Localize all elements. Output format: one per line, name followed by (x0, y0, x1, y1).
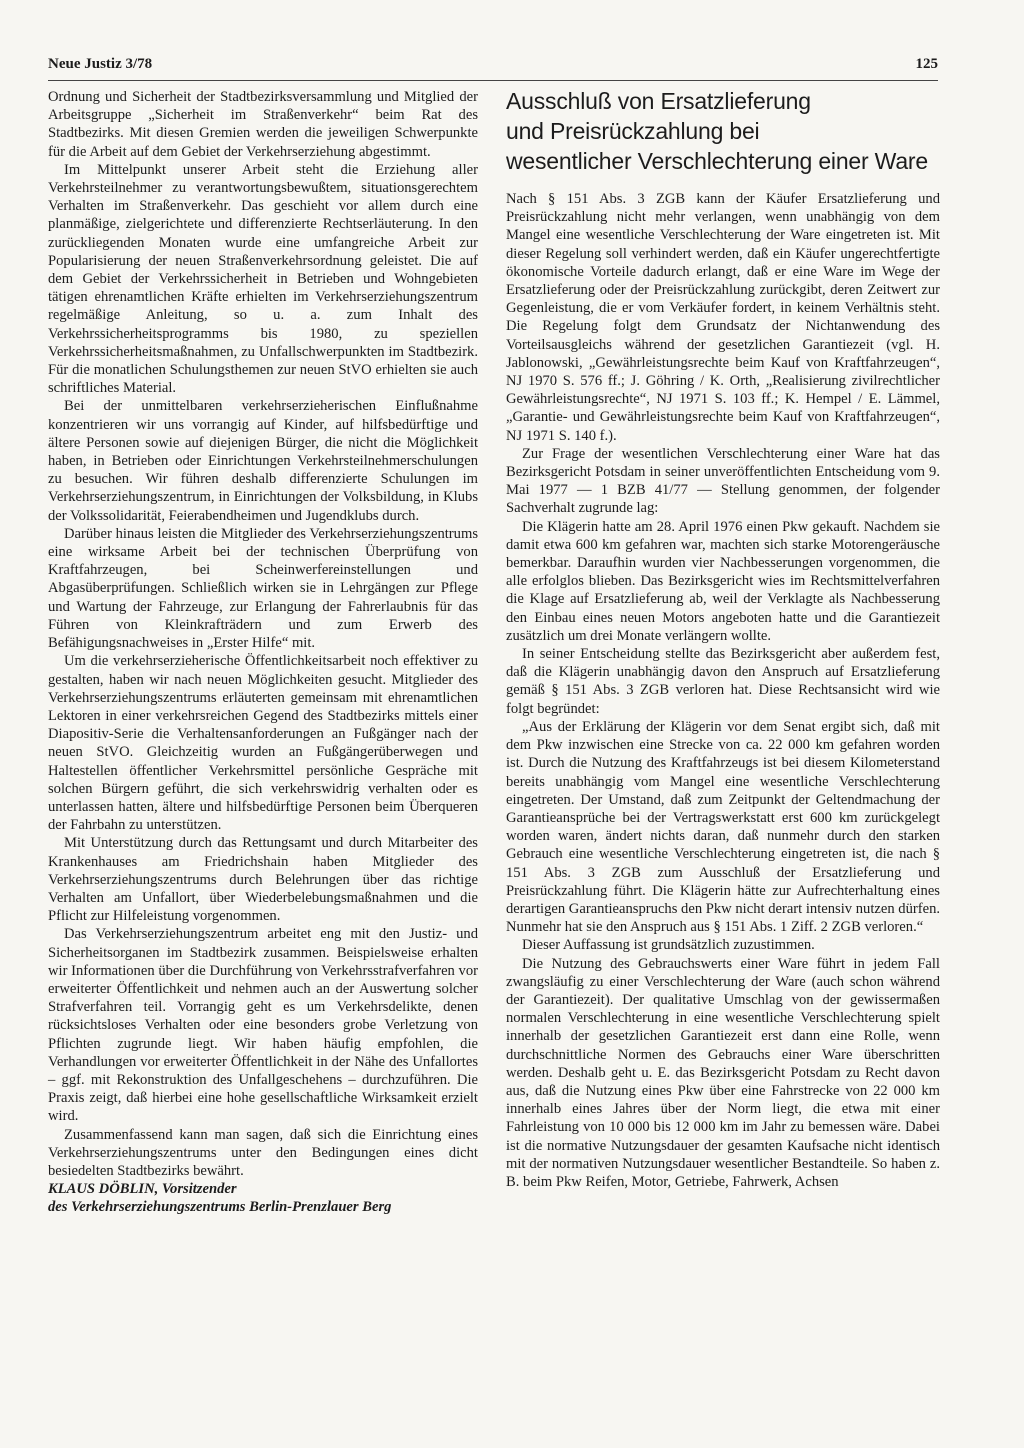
paragraph: Das Verkehrserziehungszentrum arbeitet eng mit den Justiz- und Sicherheitsorganen im Stadtbezirk zusammen. Beispielsweise erhalten wir Informationen über die Durchführung von Verkehrsstrafverfahren vor erweiterter Öffentlichkeit und nehmen auch an der Auswertung solcher Strafverfahren teil. Vorrangig geht es um Verkehrsdelikte, denen rücksichtsloses Verhalten oder eine besonders grobe Verletzung von Pflichten zugrunde liegt. Wir haben häufig empfohlen, die Verhandlungen vor erweiterter Öffentlichkeit in der Nähe des Unfallortes – ggf. mit Rekonstruktion des Unfallgeschehens – durchzuführen. Die Praxis zeigt, daß hierbei eine hohe gesellschaftliche Wirksamkeit erzielt wird. (48, 926, 478, 1125)
court-quote: „Aus der Erklärung der Klägerin vor dem Senat ergibt sich, daß mit dem Pkw inzwischen eine Strecke von ca. 22 000 km gefahren worden ist. Durch die Nutzung des Kraftfahrzeugs ist bei diesem Kilometerstand bereits unabhängig vom Mangel eine wesentliche Verschlechterung eingetreten. Der Umstand, daß zum Zeitpunkt der Geltendmachung der Garantieansprüche bei der Vertragswerkstatt erst 600 km zurückgelegt worden waren, ändert nichts daran, daß nunmehr durch den starken Gebrauch eine wesentliche Verschlechterung eingetreten ist, die nach § 151 Abs. 3 ZGB zum Ausschluß der Ersatzlieferung und Preisrückzahlung führt. Die Klägerin hätte zur Aufrechterhaltung eines derartigen Garantieanspruchs den Pkw nicht derart intensiv nutzen dürfen. Nunmehr hat sie den Anspruch aus § 151 Abs. 1 Ziff. 2 ZGB verloren.“ (506, 718, 941, 936)
journal-issue: Neue Justiz 3/78 (48, 56, 153, 72)
author-affiliation: des Verkehrserziehungszentrums Berlin-Prenzlauer Berg (48, 1199, 392, 1216)
paragraph: Darüber hinaus leisten die Mitglieder des Verkehrserziehungszentrums eine wirksame Arbeit bei der technischen Überprüfung von Kraftfahrzeugen, bei Scheinwerfereinstellungen und Abgasüberprüfungen. Schließlich wirken sie in Lehrgängen zur Pflege und Wartung der Fahrzeuge, zur Erlangung der Fahrerlaubnis für das Führen von Kleinkrafträdern und zum Erwerb des Befähigungsnachweises in „Erster Hilfe“ mit. (48, 525, 478, 652)
paragraph: Bei der unmittelbaren verkehrserzieherischen Einflußnahme konzentrieren wir uns vorrangig auf Kinder, auf hilfsbedürftige und ältere Personen sowie auf diejenigen Bürger, die nicht die Möglichkeit haben, in Betrieben oder Einrichtungen Verkehrsteilnehmerschulungen zu besuchen. Wir führen deshalb differenzierte Schulungen im Verkehrserziehungszentrum, in Einrichtungen der Volksbildung, in Klubs der Volkssolidarität, Feierabendheimen und Jugendklubs durch. (48, 398, 478, 524)
author-signature (48, 1180, 478, 1198)
paragraph: Im Mittelpunkt unserer Arbeit steht die Erziehung aller Verkehrsteilnehmer zu verantwortungsbewußtem, situationsgerechtem Verhalten im Straßenverkehr. Das geschieht vor allem durch eine planmäßige, zielgerichtete und differenzierte Rechtserläuterung. In den zurückliegenden Monaten wurde eine umfangreiche Arbeit zur Popularisierung der neuen Straßenverkehrsordnung geleistet. Die auf dem Gebiet der Verkehrssicherheit in Betrieben und Wohngebieten tätigen ehrenamtlichen Kräfte erhielten im Verkehrserziehungszentrum regelmäßige Anleitung, so u. a. zum Inhalt des Verkehrssicherheitsprogramms bis 1980, zu speziellen Verkehrssicherheitsmaßnahmen, zu Unfallschwerpunkten im Stadtbezirk. Für die monatlichen Schulungsthemen zur neuen StVO erhielten sie auch schriftliches Material. (48, 161, 478, 397)
paragraph: Um die verkehrserzieherische Öffentlichkeitsarbeit noch effektiver zu gestalten, haben wir nach neuen Möglichkeiten gesucht. Mitglieder des Verkehrserziehungszentrums erläuterten gemeinsam mit ehrenamtlichen Lektoren in einer verkehrsreichen Gegend des Stadtbezirks mittels einer Diapositiv-Serie die Verhaltensanforderungen an Fußgänger nach der neuen StVO. Gleichzeitig wurden an Fußgängerüberwegen und Haltestellen öffentlicher Verkehrsmittel persönliche Gespräche mit solchen Bürgern geführt, die sich verkehrswidrig verhalten oder es unterlassen hatten, ältere und hilfsbedürftige Personen beim Überqueren der Fahrbahn zu unterstützen. (48, 653, 478, 834)
paragraph: In seiner Entscheidung stellte das Bezirksgericht aber außerdem fest, daß die Klägerin unabhängig davon den Anspruch auf Ersatzlieferung gemäß § 151 Abs. 3 ZGB verloren hat. Diese Rechtsansicht wird wie folgt begründet: (506, 646, 940, 717)
paragraph: Nach § 151 Abs. 3 ZGB kann der Käufer Ersatzlieferung und Preisrückzahlung nicht mehr verlangen, wenn unabhängig von dem Mangel eine wesentliche Verschlechterung der Ware eingetreten ist. Mit dieser Regelung soll verhindert werden, daß ein Käufer ungerechtfertigte ökonomische Vorteile dadurch erlangt, daß er eine Ware im Wege der Ersatzlieferung oder der Preisrückzahlung zurückgibt, deren Zeitwert zur Gegenleistung, die er vom Verkäufer fordert, in keinem Verhältnis steht. Die Regelung folgt dem Grundsatz der Nichtanwendung des Vorteilsausgleichs während der gesetzlichen Garantiezeit (vgl. H. Jablonowski, „Gewährleistungsrechte beim Kauf von Kraftfahrzeugen“, NJ 1970 S. 576 ff.; J. Göhring / K. Orth, „Realisierung zivilrechtlicher Gewährleistungsrechte“, NJ 1971 S. 103 ff.; K. Hempel / E. Lämmel, „Garantie- und Gewährleistungsrechte beim Kauf von Kraftfahrzeugen“, NJ 1971 S. 140 f.). (506, 191, 940, 444)
paragraph: Ordnung und Sicherheit der Stadtbezirksversammlung und Mitglied der Arbeitsgruppe „Sicherheit im Straßenverkehr“ beim Rat des Stadtbezirks. Mit diesen Gremien werden die jeweiligen Schwerpunkte für die Arbeit auf dem Gebiet der Verkehrserziehung abgestimmt. (48, 89, 478, 160)
running-head (48, 56, 938, 78)
title-line: und Preisrückzahlung bei (506, 118, 760, 144)
header-rule (48, 80, 938, 81)
left-column (48, 88, 478, 1217)
paragraph: Die Nutzung des Gebrauchswerts einer Ware führt in jedem Fall zwangsläufig zu einer Verschlechterung der Ware (auch schon während der Garantiezeit). Der qualitative Umschlag von der gewissermaßen normalen Verschlechterung in eine wesentliche Verschlechterung spielt innerhalb der gesetzlichen Garantiezeit erst dann eine Rolle, wenn durchschnittliche Normen des Gebrauchs einer Ware überschritten werden. Deshalb geht u. E. das Bezirksgericht Potsdam zu Recht davon aus, daß die Nutzung eines Pkw über eine Fahrstrecke von 22 000 km innerhalb eines Jahres über der Norm liegt, die etwa mit einer Fahrleistung von 10 000 bis 12 000 km im Jahr zu bemessen wäre. Dabei ist die normative Nutzungsdauer der gesamten Kaufsache nicht identisch mit der normativen Nutzungsdauer wesentlicher Bestandteile. So haben z. B. beim Pkw Reifen, Motor, Getriebe, Fahrwerk, Achsen (506, 955, 940, 1190)
paragraph: Die Klägerin hatte am 28. April 1976 einen Pkw gekauft. Nachdem sie damit etwa 600 km gefahren war, machten sich starke Motorengeräusche bemerkbar. Daraufhin wurden vier Nachbesserungen vorgenommen, die alle erfolglos blieben. Das Bezirksgericht wies im Rechtsmittelverfahren die Klage auf Ersatzlieferung ab, weil der Verklagte als Nachbesserung den Einbau eines neuen Motors angeboten hatte und die Garantiezeit zusätzlich um drei Monate verlängern wollte. (506, 518, 940, 644)
paragraph: Mit Unterstützung durch das Rettungsamt und durch Mitarbeiter des Krankenhauses am Friedrichshain haben Mitglieder des Verkehrserziehungszentrums durch Belehrungen über das richtige Verhalten am Unfallort, über Wiederbelebungsmaßnahmen und die Pflicht zur Hilfeleistung vorgenommen. (48, 835, 478, 925)
author-name: KLAUS DÖBLIN, Vorsitzender (48, 1181, 237, 1198)
paragraph: Dieser Auffassung ist grundsätzlich zuzustimmen. (522, 937, 815, 954)
title-line: Ausschluß von Ersatzlieferung (506, 88, 811, 114)
article-title (506, 86, 940, 176)
paragraph: Zur Frage der wesentlichen Verschlechterung einer Ware hat das Bezirksgericht Potsdam in seiner unveröffentlichten Entscheidung vom 9. Mai 1977 — 1 BZB 41/77 — Stellung genommen, der folgender Sachverhalt zugrunde lag: (506, 445, 940, 517)
title-line: wesentlicher Verschlechterung einer Ware (506, 148, 928, 174)
page-number: 125 (915, 56, 938, 72)
right-column (506, 86, 940, 1191)
paragraph: Zusammenfassend kann man sagen, daß sich die Einrichtung eines Verkehrserziehungszentrums unter den Bedingungen eines dicht besiedelten Stadtbezirks bewährt. (48, 1126, 478, 1179)
